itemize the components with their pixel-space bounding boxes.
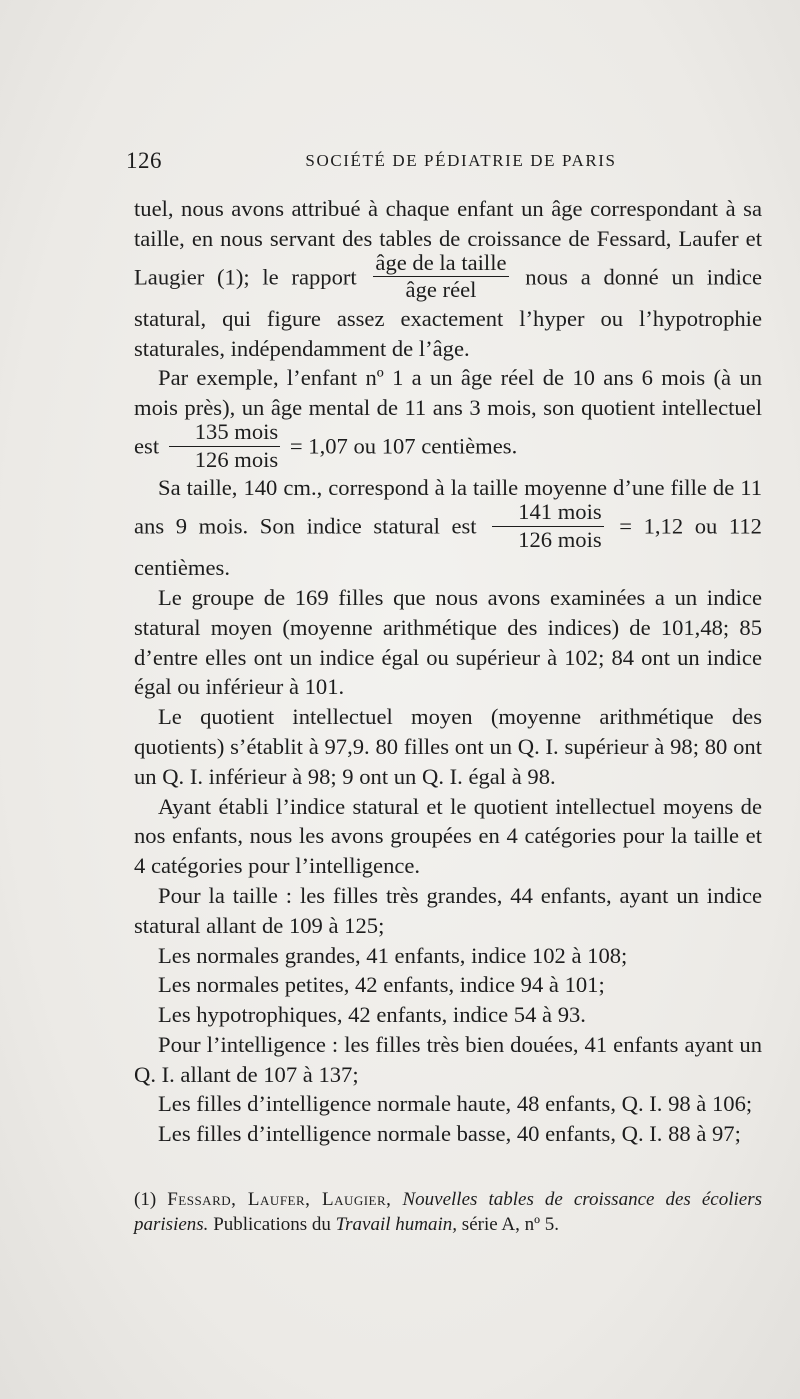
paragraph-1-text-a: tuel, nous avons attribué à chaque enfant un âge correspondant à sa taille, en nous servant des tables de croissance de Fessard, Laufer et Laugier (1); le rapport [134,196,762,289]
footnote-journal: Travail humain, [335,1214,458,1235]
paragraph-5: Le quotient intellectuel moyen (moyenne arithmétique des quotients) s’établit à 97,9. 80 filles ont un Q. I. supérieur à 98; 80 ont un Q. I. inférieur à 98; 9 ont un Q. I. égal à 98. [134,704,762,789]
paragraph-6: Ayant établi l’indice statural et le quotient intellectuel moyens de nos enfants, nous les avons groupées en 4 catégories pour la taille et 4 catégories pour l’intelligence. [134,793,762,879]
page-header [126,148,766,178]
footnote-series: série A, nº 5. [461,1214,559,1235]
fraction-age-ratio [373,249,508,303]
footnote-marker: (1) [134,1189,157,1210]
running-head: SOCIÉTÉ DE PÉDIATRIE DE PARIS [305,151,617,170]
fraction-numerator: âge de la taille [373,252,508,278]
footnote-title: Nouvelles tables de croissance des écoliers parisiens. [134,1189,763,1235]
paragraph-12: Les filles d’intelligence normale haute, 48 enfants, Q. I. 98 à 106; [158,1091,753,1117]
paragraph-3 [134,473,762,583]
paragraph-2-text-b: = 1,07 ou 107 centièmes. [284,433,518,459]
paragraph-13: Les filles d’intelligence normale basse, 40 enfants, Q. I. 88 à 97; [158,1121,741,1147]
paragraph-7: Pour la taille : les filles très grandes, 44 enfants, ayant un indice statural allant de 109 à 125; [134,882,762,938]
fraction-numerator: 135 mois [169,421,280,447]
paragraph-4: Le groupe de 169 filles que nous avons examinées a un indice statural moyen (moyenne arithmétique des indices) de 101,48; 85 d’entre elles ont un indice égal ou supérieur à 102; 84 ont un indice égal ou inférieur à 101. [134,584,762,700]
footnote-publication: Publications du [213,1214,331,1235]
fraction-statural [492,498,603,552]
paragraph-9: Les normales petites, 42 enfants, indice 94 à 101; [158,972,605,998]
fraction-denominator: âge réel [405,277,477,303]
paragraph-1 [134,194,762,363]
paragraph-3-text-b: = 1,12 ou 112 centièmes. [134,513,762,581]
body-text [134,194,762,1149]
footnote-authors: Fessard, Laufer, Laugier, [167,1189,392,1210]
paragraph-2-text-a: Par exemple, l’enfant nº 1 a un âge réel de 10 ans 6 mois (à un mois près), un âge mental de 11 ans 3 mois, son quotient intellectuel est [134,365,762,459]
fraction-numerator: 141 mois [492,501,603,527]
paragraph-11: Pour l’intelligence : les filles très bien douées, 41 enfants ayant un Q. I. allant de 107 à 137; [134,1031,762,1087]
paragraph-2 [134,363,762,473]
paragraph-8: Les normales grandes, 41 enfants, indice 102 à 108; [158,942,628,968]
fraction-denominator: 126 mois [194,446,279,472]
paragraph-1-text-b: nous a donné un indice statural, qui figure assez exactement l’hyper ou l’hypotrophie staturales, indépendamment de l’âge. [134,263,762,361]
fraction-quotient [169,418,280,472]
paragraph-10: Les hypotrophiques, 42 enfants, indice 54 à 93. [158,1002,586,1028]
page-number: 126 [126,148,162,173]
footnote [134,1187,762,1237]
paragraph-3-text-a: Sa taille, 140 cm., correspond à la taille moyenne d’une fille de 11 ans 9 mois. Son indice statural est [134,475,762,539]
fraction-denominator: 126 mois [518,526,602,552]
